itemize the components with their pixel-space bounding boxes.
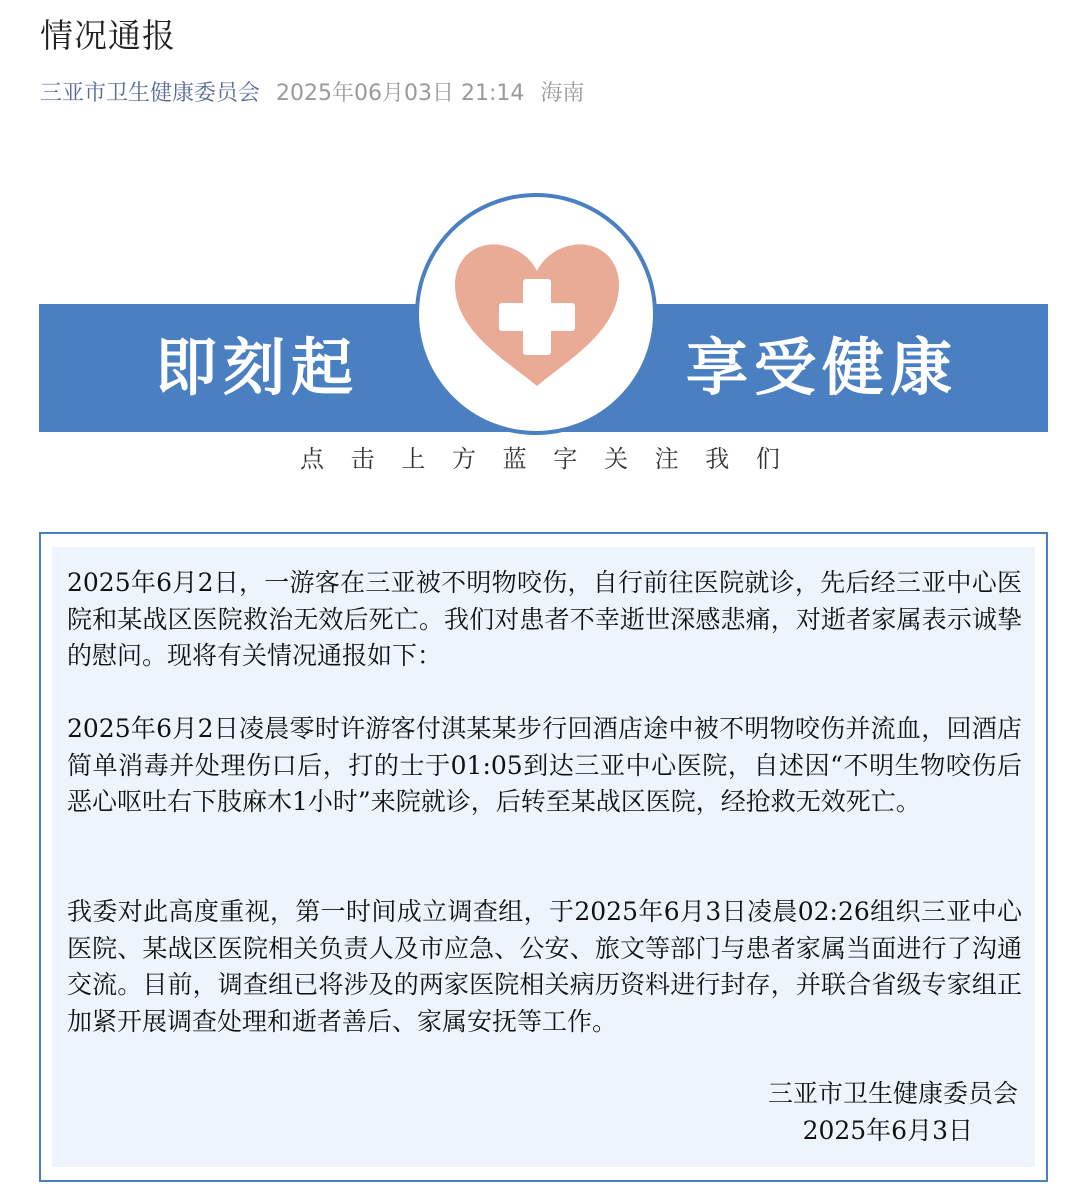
follow-prompt-char: 击 bbox=[350, 445, 375, 473]
follow-prompt-char: 们 bbox=[755, 445, 780, 473]
notice-paragraph-1: 2025年6月2日，一游客在三亚被不明物咬伤，自行前往医院就诊，先后经三亚中心医院和某战区医院救治无效后死亡。我们对患者不幸逝世深感悲痛，对逝者家属表示诚挚的慰问。现将有关情况通报如下： bbox=[67, 568, 1022, 671]
banner-right-text: 享受健康 bbox=[686, 331, 959, 404]
follow-prompt bbox=[300, 442, 780, 476]
follow-prompt-char: 点 bbox=[300, 445, 324, 473]
article-meta bbox=[40, 78, 584, 110]
follow-prompt-char: 上 bbox=[401, 445, 426, 473]
follow-prompt-char: 蓝 bbox=[502, 445, 527, 473]
signature-organization: 三亚市卫生健康委员会 bbox=[767, 1079, 1018, 1108]
follow-prompt-char: 字 bbox=[553, 445, 578, 473]
publish-region: 海南 bbox=[540, 81, 585, 106]
banner-logo-circle bbox=[415, 193, 657, 435]
signature-date: 2025年6月3日 bbox=[802, 1116, 973, 1145]
publish-date: 2025年06月03日 21:14 bbox=[276, 81, 525, 106]
notice-paragraph-3: 我委对此高度重视，第一时间成立调查组，于2025年6月3日凌晨02:26组织三亚中心医院、某战区医院相关负责人及市应急、公安、旅文等部门与患者家属当面进行了沟通交流。目前，调查组已将涉及的两家医院相关病历资料进行封存，并联合省级专家组正加紧开展调查处理和逝者善后、家属安抚等工作。 bbox=[67, 897, 1022, 1036]
follow-prompt-char: 我 bbox=[705, 445, 730, 473]
heart-cross-icon bbox=[447, 243, 627, 393]
follow-prompt-char: 关 bbox=[603, 445, 628, 473]
banner-left-text: 即刻起 bbox=[155, 331, 360, 404]
follow-prompt-char: 方 bbox=[451, 445, 476, 473]
notice-paragraph-2: 2025年6月2日凌晨零时许游客付淇某某步行回酒店途中被不明物咬伤并流血，回酒店简单消毒并处理伤口后，打的士于01:05到达三亚中心医院，自述因“不明生物咬伤后恶心呕吐右下肢麻木1小时”来院就诊，后转至某战区医院，经抢救无效死亡。 bbox=[67, 714, 1022, 817]
follow-prompt-char: 注 bbox=[654, 445, 679, 473]
account-name-link[interactable]: 三亚市卫生健康委员会 bbox=[40, 81, 261, 106]
page-title: 情况通报 bbox=[40, 16, 176, 55]
